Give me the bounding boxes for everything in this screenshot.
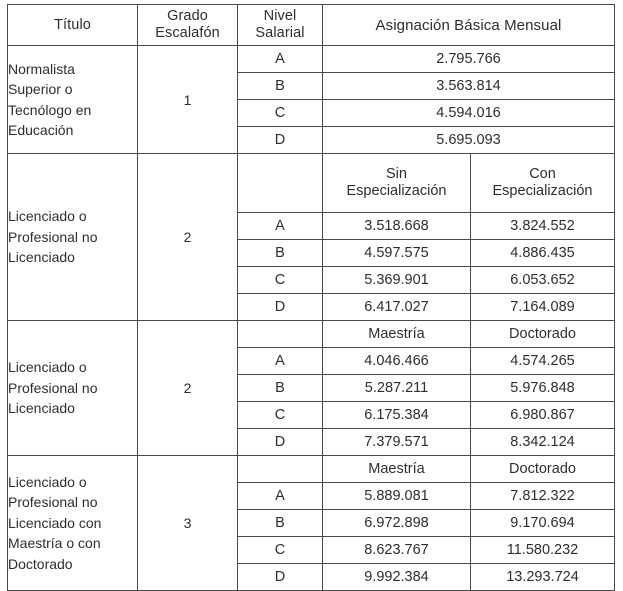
- cell-nivel-salarial: B: [238, 73, 323, 100]
- column-header-grado-escalafon: [138, 5, 238, 46]
- table-subheader-row: [8, 154, 615, 213]
- cell-nivel-salarial: A: [238, 213, 323, 240]
- column-header-titulo: Título: [8, 5, 138, 46]
- column-header-grado-line1: Grado: [167, 8, 208, 24]
- cell-nivel-salarial: C: [238, 537, 323, 564]
- cell-asignacion-value: 13.293.724: [471, 564, 615, 591]
- cell-nivel-salarial: A: [238, 46, 323, 73]
- cell-titulo: [8, 46, 138, 154]
- cell-titulo-line: Normalista: [8, 60, 75, 77]
- cell-asignacion-value: 6.417.027: [323, 294, 471, 321]
- table-header: [8, 5, 615, 46]
- column-header-nivel-line1: Nivel: [263, 8, 297, 24]
- cell-subheader-label-2: [471, 154, 615, 213]
- cell-asignacion-value: 11.580.232: [471, 537, 615, 564]
- cell-titulo-line: Licenciado o: [8, 473, 87, 490]
- cell-nivel-salarial: C: [238, 100, 323, 127]
- cell-asignacion-value: 8.623.767: [323, 537, 471, 564]
- cell-asignacion-value: 4.886.435: [471, 240, 615, 267]
- cell-nivel-salarial: A: [238, 483, 323, 510]
- cell-subheader-label-2: Doctorado: [471, 456, 615, 483]
- cell-nivel-placeholder: [238, 321, 323, 348]
- cell-nivel-salarial: B: [238, 510, 323, 537]
- cell-asignacion-value: 6.053.652: [471, 267, 615, 294]
- cell-titulo-line: Profesional no: [8, 379, 98, 396]
- table-header-row: [8, 5, 615, 46]
- column-header-nivel-salarial: [238, 5, 323, 46]
- cell-nivel-salarial: D: [238, 127, 323, 154]
- cell-asignacion-value: 5.369.901: [323, 267, 471, 294]
- cell-titulo-line: Licenciado o: [8, 208, 87, 225]
- cell-asignacion-value: 6.980.867: [471, 402, 615, 429]
- cell-asignacion-value: 9.992.384: [323, 564, 471, 591]
- cell-subheader-label-1-line2: Especialización: [346, 183, 447, 199]
- table-row: [8, 46, 615, 73]
- cell-subheader-label-1-line1: Sin: [386, 165, 407, 182]
- cell-subheader-label-1: Maestría: [323, 456, 471, 483]
- cell-asignacion-value: 3.563.814: [323, 73, 615, 100]
- cell-asignacion-value: 4.594.016: [323, 100, 615, 127]
- cell-asignacion-value: 5.287.211: [323, 375, 471, 402]
- cell-asignacion-value: 4.046.466: [323, 348, 471, 375]
- cell-titulo-line: Licenciado: [8, 400, 75, 417]
- cell-titulo-line: Profesional no: [8, 228, 98, 245]
- cell-nivel-placeholder: [238, 456, 323, 483]
- cell-asignacion-value: 3.518.668: [323, 213, 471, 240]
- cell-titulo-line: Tecnólogo en: [8, 101, 92, 118]
- cell-titulo: [8, 456, 138, 591]
- cell-grado-escalafon: 1: [138, 46, 238, 154]
- table-subheader-row: [8, 321, 615, 348]
- cell-grado-escalafon: 3: [138, 456, 238, 591]
- cell-titulo: [8, 154, 138, 321]
- cell-nivel-salarial: D: [238, 429, 323, 456]
- table-body: [8, 46, 615, 591]
- cell-nivel-salarial: C: [238, 402, 323, 429]
- cell-titulo-line: Maestría o con: [8, 535, 101, 552]
- salary-scale-table: [7, 4, 615, 591]
- cell-titulo-line: Licenciado con: [8, 514, 102, 531]
- cell-subheader-label-1: Maestría: [323, 321, 471, 348]
- cell-asignacion-value: 4.597.575: [323, 240, 471, 267]
- cell-asignacion-value: 7.379.571: [323, 429, 471, 456]
- column-header-nivel-line2: Salarial: [255, 25, 305, 41]
- cell-asignacion-value: 6.175.384: [323, 402, 471, 429]
- cell-subheader-label-2-line2: Especialización: [492, 183, 593, 199]
- cell-asignacion-value: 5.889.081: [323, 483, 471, 510]
- cell-subheader-label-2: Doctorado: [471, 321, 615, 348]
- cell-nivel-salarial: D: [238, 564, 323, 591]
- cell-grado-escalafon: 2: [138, 321, 238, 456]
- cell-asignacion-value: 3.824.552: [471, 213, 615, 240]
- cell-titulo: [8, 321, 138, 456]
- cell-nivel-placeholder: [238, 154, 323, 213]
- cell-grado-escalafon: 2: [138, 154, 238, 321]
- cell-subheader-label-1: [323, 154, 471, 213]
- cell-asignacion-value: 9.170.694: [471, 510, 615, 537]
- table-subheader-row: [8, 456, 615, 483]
- cell-titulo-line: Licenciado o: [8, 359, 87, 376]
- cell-nivel-salarial: D: [238, 294, 323, 321]
- cell-asignacion-value: 2.795.766: [323, 46, 615, 73]
- cell-subheader-label-2-line1: Con: [529, 165, 556, 182]
- column-header-asignacion-basica-mensual: Asignación Básica Mensual: [323, 5, 615, 46]
- cell-nivel-salarial: A: [238, 348, 323, 375]
- cell-asignacion-value: 7.164.089: [471, 294, 615, 321]
- cell-asignacion-value: 6.972.898: [323, 510, 471, 537]
- column-header-grado-line2: Escalafón: [155, 25, 220, 41]
- cell-asignacion-value: 4.574.265: [471, 348, 615, 375]
- cell-nivel-salarial: B: [238, 375, 323, 402]
- cell-titulo-line: Doctorado: [8, 555, 73, 572]
- cell-asignacion-value: 5.976.848: [471, 375, 615, 402]
- cell-nivel-salarial: B: [238, 240, 323, 267]
- cell-asignacion-value: 8.342.124: [471, 429, 615, 456]
- cell-titulo-line: Educación: [8, 122, 74, 138]
- cell-titulo-line: Superior o: [8, 81, 73, 97]
- cell-titulo-line: Licenciado: [8, 249, 75, 266]
- cell-titulo-line: Profesional no: [8, 494, 98, 511]
- cell-nivel-salarial: C: [238, 267, 323, 294]
- cell-asignacion-value: 7.812.322: [471, 483, 615, 510]
- cell-asignacion-value: 5.695.093: [323, 127, 615, 154]
